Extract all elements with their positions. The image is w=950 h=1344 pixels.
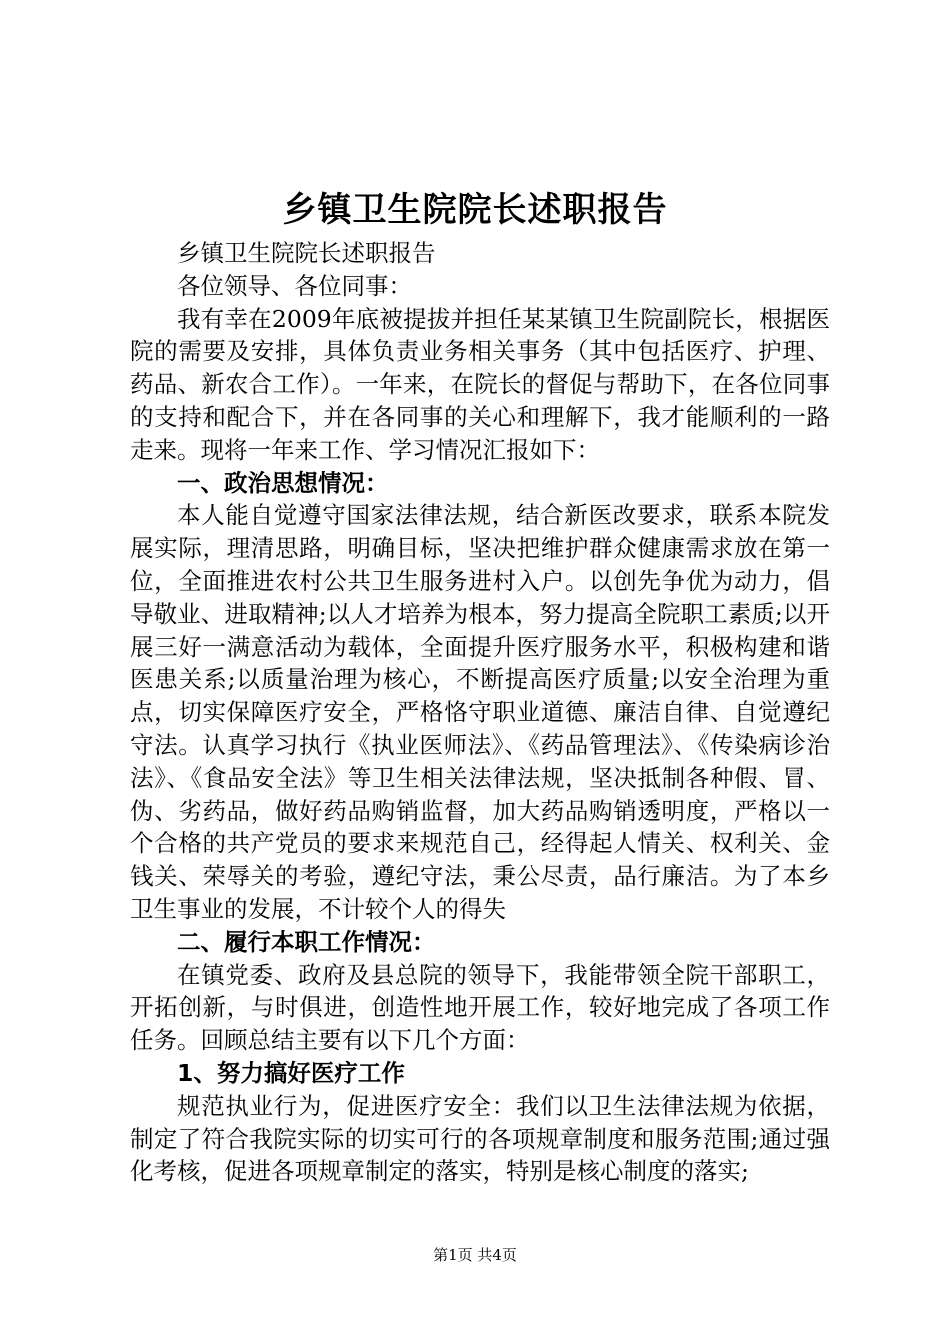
- paragraph: 规范执业行为，促进医疗安全：我们以卫生法律法规为依据，制定了符合我院实际的切实可行的各项规章制度和服务范围;通过强化考核，促进各项规章制定的落实，特别是核心制度的落实;: [130, 1091, 830, 1186]
- section-heading: 二、履行本职工作情况：: [177, 927, 436, 956]
- document-body: [130, 237, 830, 1188]
- paragraph: 本人能自觉遵守国家法律法规，结合新医改要求，联系本院发展实际，理清思路，明确目标，坚决把维护群众健康需求放在第一位，全面推进农村公共卫生服务进村入户。以创先争优为动力，倡导敬业、进取精神;以人才培养为根本，努力提高全院职工素质;以开展三好一满意活动为载体，全面提升医疗服务水平，积极构建和谐医患关系;以质量治理为核心，不断提高医疗质量;以安全治理为重点，切实保障医疗安全，严格恪守职业道德、廉洁自律、自觉遵纪守法。认真学习执行《执业医师法》、《药品管理法》、《传染病诊治法》、《食品安全法》等卫生相关法律法规，坚决抵制各种假、冒、伪、劣药品，做好药品购销监督，加大药品购销透明度，严格以一个合格的共产党员的要求来规范自己，经得起人情关、权利关、金钱关、荣辱关的考验，遵纪守法，秉公尽责，品行廉洁。为了本乡卫生事业的发展，不计较个人的得失: [130, 501, 830, 923]
- page-footer: 第1页 共4页: [433, 1246, 517, 1264]
- subsection-heading: 1、努力搞好医疗工作: [177, 1058, 405, 1087]
- section-heading: 一、政治思想情况：: [177, 468, 389, 497]
- document-title: 乡镇卫生院院长述职报告: [282, 190, 668, 230]
- paragraph: 在镇党委、政府及县总院的领导下，我能带领全院干部职工，开拓创新，与时俱进，创造性地开展工作，较好地完成了各项工作任务。回顾总结主要有以下几个方面：: [130, 960, 830, 1055]
- paragraph: 各位领导、各位同事：: [177, 271, 412, 300]
- paragraph: 我有幸在2009年底被提拔并担任某某镇卫生院副院长，根据医院的需要及安排，具体负责业务相关事务（其中包括医疗、护理、药品、新农合工作）。一年来，在院长的督促与帮助下，在各位同事的支持和配合下，并在各同事的关心和理解下，我才能顺利的一路走来。现将一年来工作、学习情况汇报如下：: [130, 304, 830, 464]
- paragraph: 乡镇卫生院院长述职报告: [177, 239, 436, 267]
